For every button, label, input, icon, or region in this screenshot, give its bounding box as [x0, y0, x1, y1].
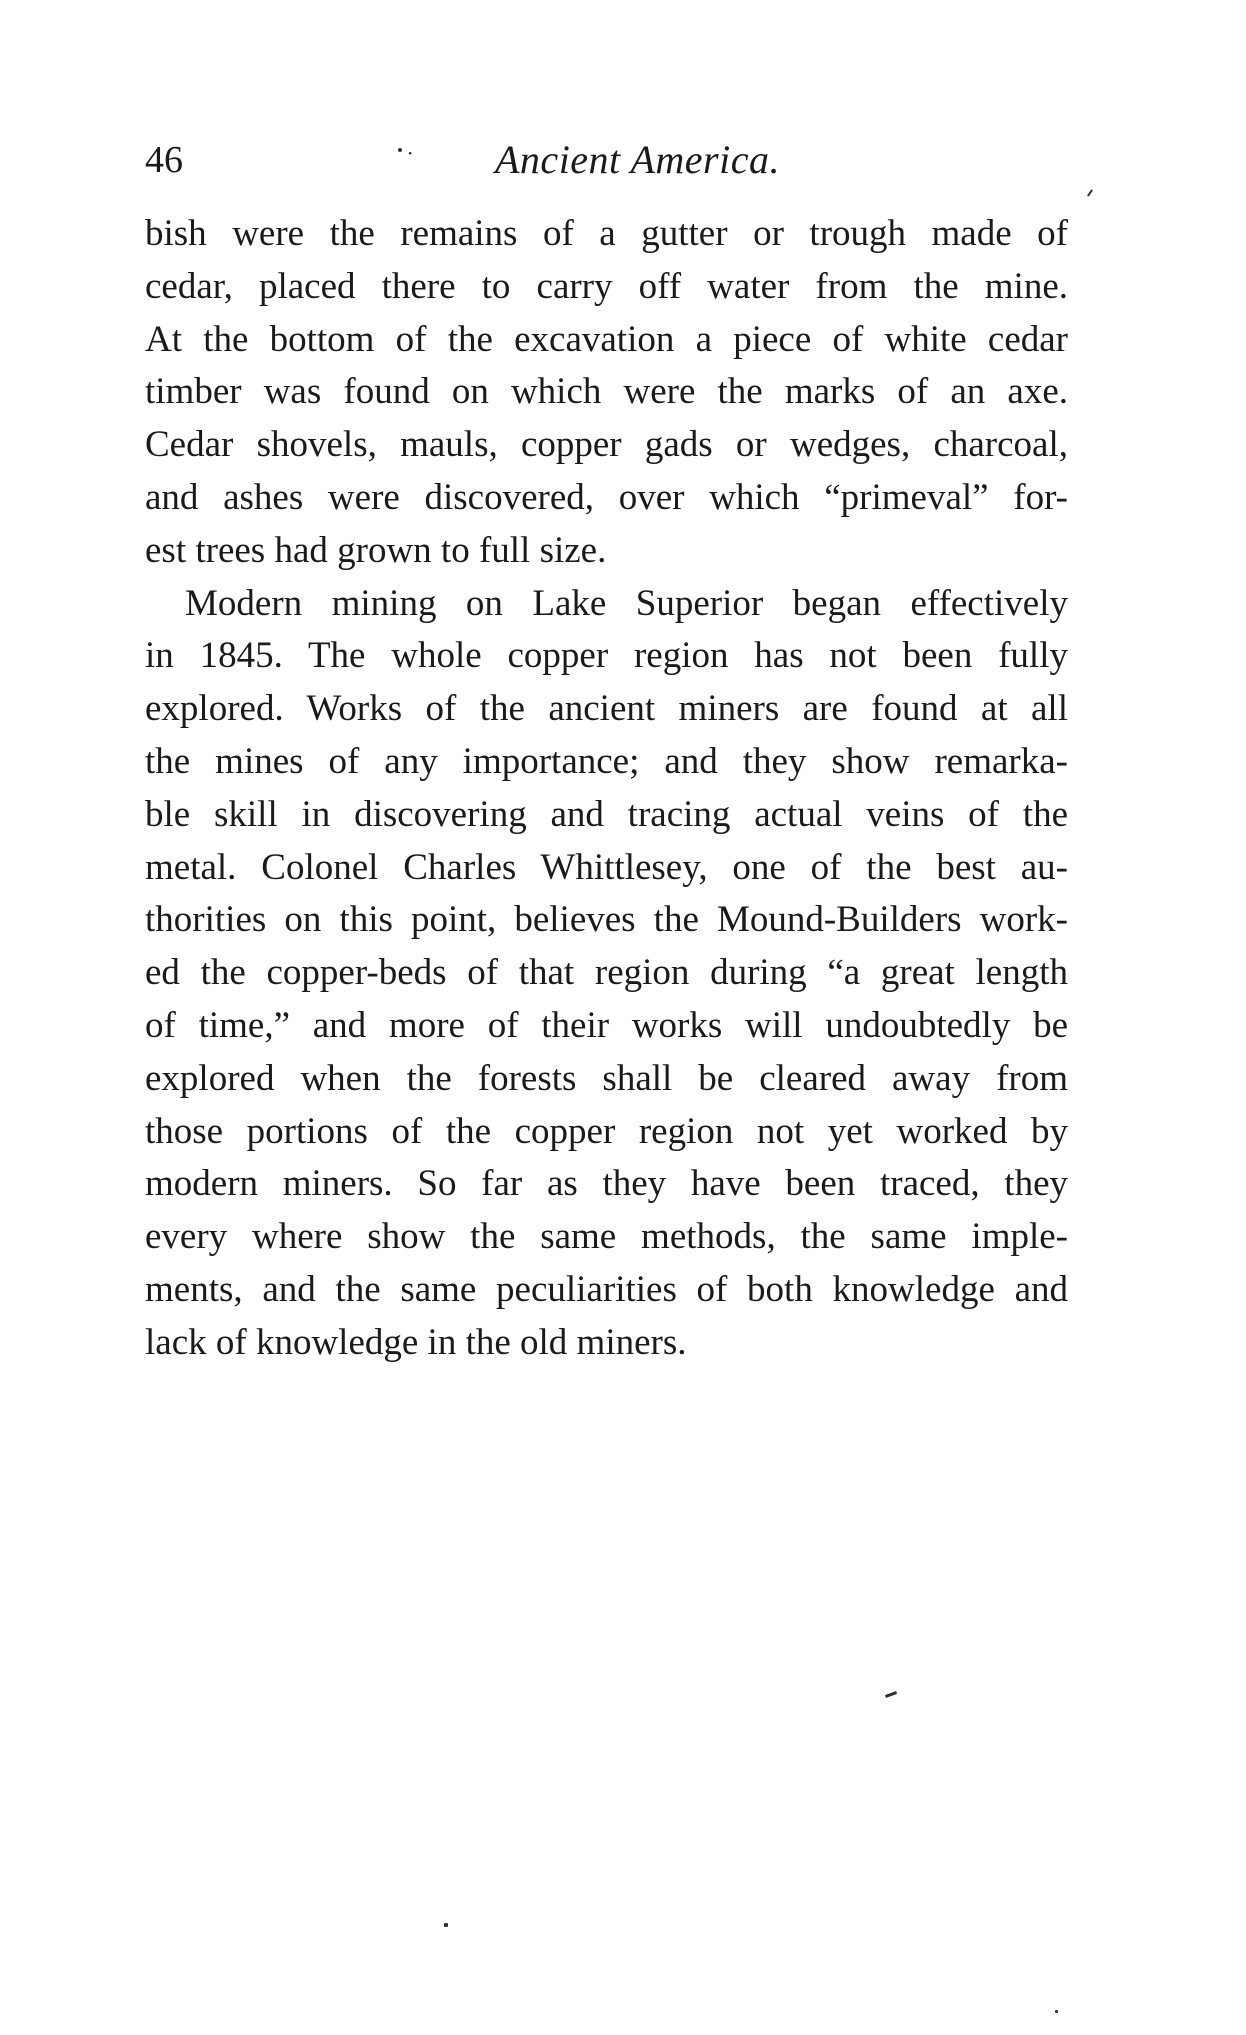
- text-line: Modern mining on Lake Superior began effectively: [185, 582, 1068, 624]
- text-line: every where show the same methods, the same imple-: [145, 1216, 1068, 1258]
- text-line: modern miners. So far as they have been traced, they: [145, 1163, 1068, 1205]
- text-line: ed the copper-beds of that region during “a great length: [145, 952, 1068, 994]
- text-line: thorities on this point, believes the Mound-Builders work-: [145, 899, 1068, 941]
- paragraph-2: [145, 578, 1068, 1370]
- page-number: 46: [145, 139, 183, 181]
- text-line: cedar, placed there to carry off water from the mine.: [145, 265, 1068, 307]
- text-line: explored. Works of the ancient miners are found at all: [145, 688, 1068, 730]
- body-text: [145, 208, 1068, 1370]
- text-line: lack of knowledge in the old miners.: [145, 1321, 687, 1363]
- text-line: in 1845. The whole copper region has not been fully: [145, 635, 1068, 677]
- header-dot-mark: ·: [407, 141, 414, 165]
- text-line: Cedar shovels, mauls, copper gads or wedges, charcoal,: [145, 424, 1068, 466]
- text-line: ments, and the same peculiarities of both knowledge and: [145, 1268, 1068, 1310]
- text-line: ble skill in discovering and tracing actual veins of the: [145, 793, 1068, 835]
- page-header: [145, 135, 1065, 185]
- print-speck: [1087, 189, 1093, 197]
- text-line: bish were the remains of a gutter or trough made of: [145, 213, 1068, 254]
- text-line: of time,” and more of their works will undoubtedly be: [145, 1004, 1068, 1046]
- text-line: the mines of any importance; and they show remarka-: [145, 740, 1068, 782]
- text-line: metal. Colonel Charles Whittlesey, one of the best au-: [145, 846, 1068, 888]
- running-head-title: Ancient America.: [495, 137, 780, 182]
- text-line: est trees had grown to full size.: [145, 529, 607, 571]
- text-line: At the bottom of the excavation a piece of white cedar: [145, 318, 1068, 360]
- text-line: those portions of the copper region not yet worked by: [145, 1110, 1068, 1152]
- print-speck: [398, 148, 402, 152]
- paragraph-1: [145, 208, 1068, 578]
- text-line: explored when the forests shall be cleared away from: [145, 1057, 1068, 1099]
- print-speck: [885, 1691, 897, 1698]
- print-speck: [1055, 2010, 1058, 2013]
- text-line: timber was found on which were the marks of an axe.: [145, 371, 1068, 413]
- text-line: and ashes were discovered, over which “primeval” for-: [145, 476, 1068, 518]
- print-speck: [444, 1923, 448, 1927]
